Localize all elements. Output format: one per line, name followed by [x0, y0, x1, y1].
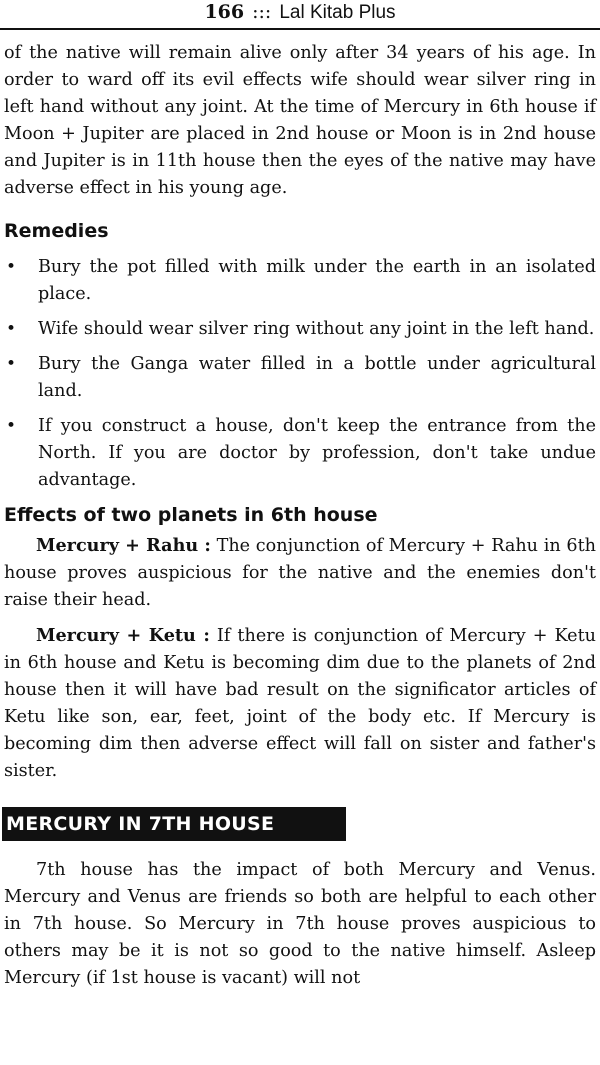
remedy-text: Bury the pot filled with milk under the earth in an isolated place.: [38, 257, 596, 304]
bullet-icon: •: [6, 354, 17, 374]
list-item: [4, 254, 596, 308]
mercury-rahu-term: Mercury + Rahu :: [36, 535, 211, 556]
section-banner: MERCURY IN 7TH HOUSE: [2, 807, 346, 841]
mercury-rahu-paragraph: [4, 532, 596, 614]
mercury-rahu-text: The conjunction of Mercury + Rahu in 6th house proves auspicious for the native and the enemies don't raise their head.: [4, 536, 596, 610]
list-item: [4, 351, 596, 405]
header-rule: [0, 28, 600, 30]
effects-heading: Effects of two planets in 6th house: [4, 504, 378, 526]
mercury-ketu-paragraph: [4, 622, 596, 785]
page-header: [0, 0, 600, 26]
remedy-text: Wife should wear silver ring without any joint in the left hand.: [38, 319, 595, 339]
closing-paragraph: 7th house has the impact of both Mercury and Venus. Mercury and Venus are friends so both are helpful to each other in 7th house. So Mercury in 7th house proves auspicious to others may be it is not so good to the native himself. Asleep Mercury (if 1st house is vacant) will not: [4, 860, 596, 988]
book-title: Lal Kitab Plus: [279, 2, 396, 23]
header-separator: :::: [252, 1, 272, 23]
mercury-ketu-term: Mercury + Ketu :: [36, 625, 210, 646]
intro-paragraph: of the native will remain alive only after 34 years of his age. In order to ward off its evil effects wife should wear silver ring in left hand without any joint. At the time of Mercury in 6th house if Moon + Jupiter are placed in 2nd house or Moon is in 2nd house and Jupiter is in 11th house then the eyes of the native may have adverse effect in his young age.: [4, 43, 596, 198]
remedies-list: [4, 254, 596, 494]
mercury-ketu-text: If there is conjunction of Mercury + Ketu in 6th house and Ketu is becoming dim due to the planets of 2nd house then it will have bad result on the significator articles of Ketu like son, ear, feet, joint of the body etc. If Mercury is becoming dim then adverse effect will fall on sister and father's sister.: [4, 626, 596, 781]
remedy-text: Bury the Ganga water filled in a bottle under agricultural land.: [38, 354, 596, 401]
remedy-text: If you construct a house, don't keep the entrance from the North. If you are doctor by profession, don't take undue advantage.: [38, 416, 596, 490]
bullet-icon: •: [6, 257, 17, 277]
remedies-heading: Remedies: [4, 220, 109, 242]
page-number: 166: [204, 1, 245, 23]
bullet-icon: •: [6, 319, 17, 339]
bullet-icon: •: [6, 416, 17, 436]
list-item: [4, 413, 596, 494]
page-body: [4, 40, 596, 992]
list-item: [4, 316, 596, 343]
